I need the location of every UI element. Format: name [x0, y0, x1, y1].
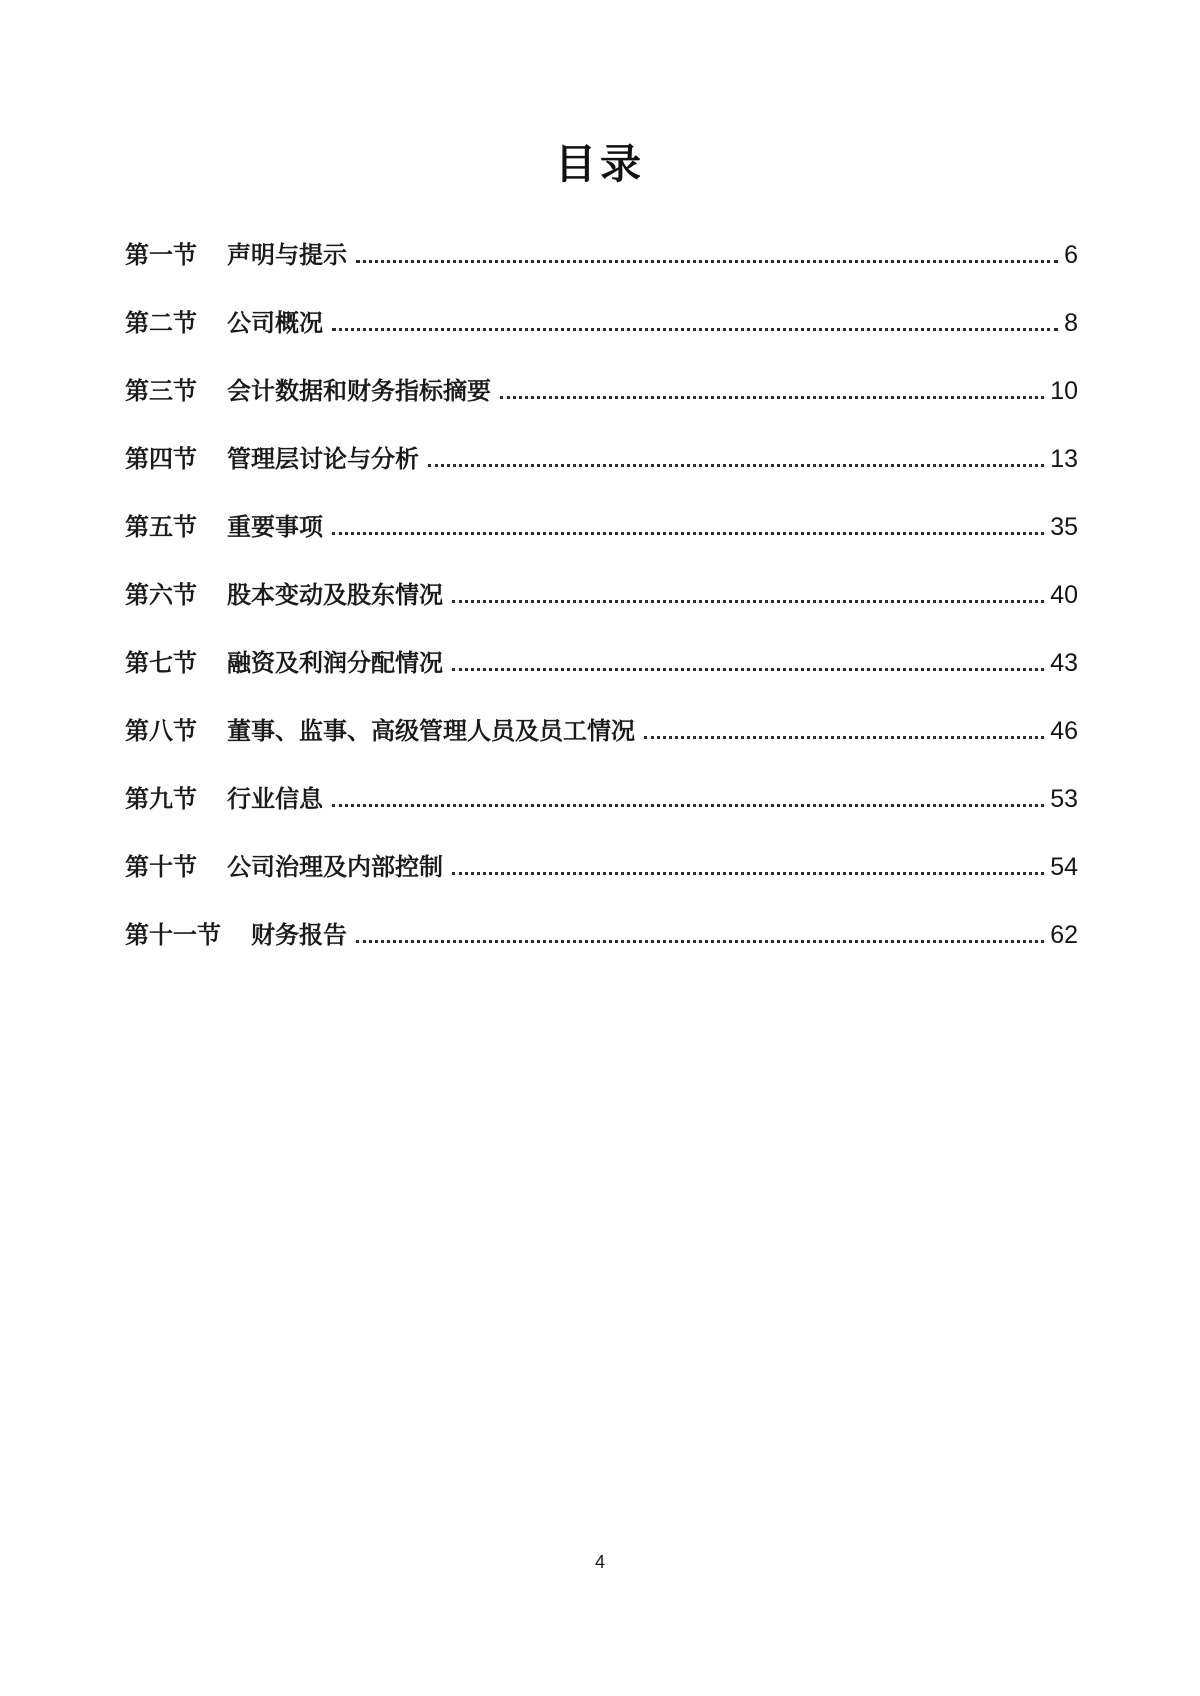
- toc-entry-title: 行业信息: [227, 787, 323, 813]
- toc-entry-title: 财务报告: [251, 923, 347, 949]
- toc-entry[interactable]: [125, 580, 1078, 648]
- toc-entry-section: 第五节: [125, 515, 197, 541]
- dot-leader-icon: [332, 328, 1058, 331]
- page-number: 4: [594, 1552, 605, 1572]
- dot-leader-icon: [356, 260, 1058, 263]
- toc-entry[interactable]: [125, 784, 1078, 852]
- dot-leader-icon: [452, 872, 1044, 875]
- toc-entry[interactable]: [125, 920, 1078, 988]
- toc-entry-section: 第七节: [125, 651, 197, 677]
- toc-entry[interactable]: [125, 444, 1078, 512]
- toc-entry-page: 10: [1050, 377, 1078, 405]
- toc-entry-section: 第四节: [125, 447, 197, 473]
- toc-entry-title: 重要事项: [227, 515, 323, 541]
- toc-entry-title: 管理层讨论与分析: [227, 447, 419, 473]
- dot-leader-icon: [644, 736, 1044, 739]
- toc-entry-section: 第一节: [125, 243, 197, 269]
- dot-leader-icon: [452, 668, 1044, 671]
- dot-leader-icon: [332, 532, 1044, 535]
- toc-entry[interactable]: [125, 308, 1078, 376]
- toc-entry-section: 第二节: [125, 311, 197, 337]
- toc-entry-section: 第三节: [125, 379, 197, 405]
- toc-entry[interactable]: [125, 852, 1078, 920]
- toc-entry-page: 35: [1050, 513, 1078, 541]
- toc-entry-page: 62: [1050, 921, 1078, 949]
- toc-entry-page: 40: [1050, 581, 1078, 609]
- toc-entry-title: 公司概况: [227, 311, 323, 337]
- dot-leader-icon: [356, 940, 1044, 943]
- dot-leader-icon: [332, 804, 1044, 807]
- toc-entry[interactable]: [125, 716, 1078, 784]
- toc-list: [125, 240, 1078, 988]
- toc-entry[interactable]: [125, 240, 1078, 308]
- toc-entry-section: 第十一节: [125, 923, 221, 949]
- toc-entry-section: 第八节: [125, 719, 197, 745]
- toc-entry[interactable]: [125, 648, 1078, 716]
- toc-entry-section: 第九节: [125, 787, 197, 813]
- toc-entry-title: 公司治理及内部控制: [227, 855, 443, 881]
- toc-entry[interactable]: [125, 376, 1078, 444]
- toc-entry-title: 融资及利润分配情况: [227, 651, 443, 677]
- toc-title: 目录: [555, 141, 645, 187]
- dot-leader-icon: [500, 396, 1044, 399]
- toc-entry-section: 第六节: [125, 583, 197, 609]
- toc-entry-page: 13: [1050, 445, 1078, 473]
- toc-entry-page: 8: [1064, 309, 1078, 337]
- toc-entry-page: 53: [1050, 785, 1078, 813]
- toc-entry-page: 46: [1050, 717, 1078, 745]
- toc-entry-title: 董事、监事、高级管理人员及员工情况: [227, 719, 635, 745]
- toc-entry-page: 6: [1064, 241, 1078, 269]
- toc-entry-title: 会计数据和财务指标摘要: [227, 379, 491, 405]
- toc-entry-title: 声明与提示: [227, 243, 347, 269]
- toc-entry-page: 54: [1050, 853, 1078, 881]
- dot-leader-icon: [428, 464, 1044, 467]
- toc-entry-section: 第十节: [125, 855, 197, 881]
- dot-leader-icon: [452, 600, 1044, 603]
- toc-entry-title: 股本变动及股东情况: [227, 583, 443, 609]
- toc-entry-page: 43: [1050, 649, 1078, 677]
- toc-entry[interactable]: [125, 512, 1078, 580]
